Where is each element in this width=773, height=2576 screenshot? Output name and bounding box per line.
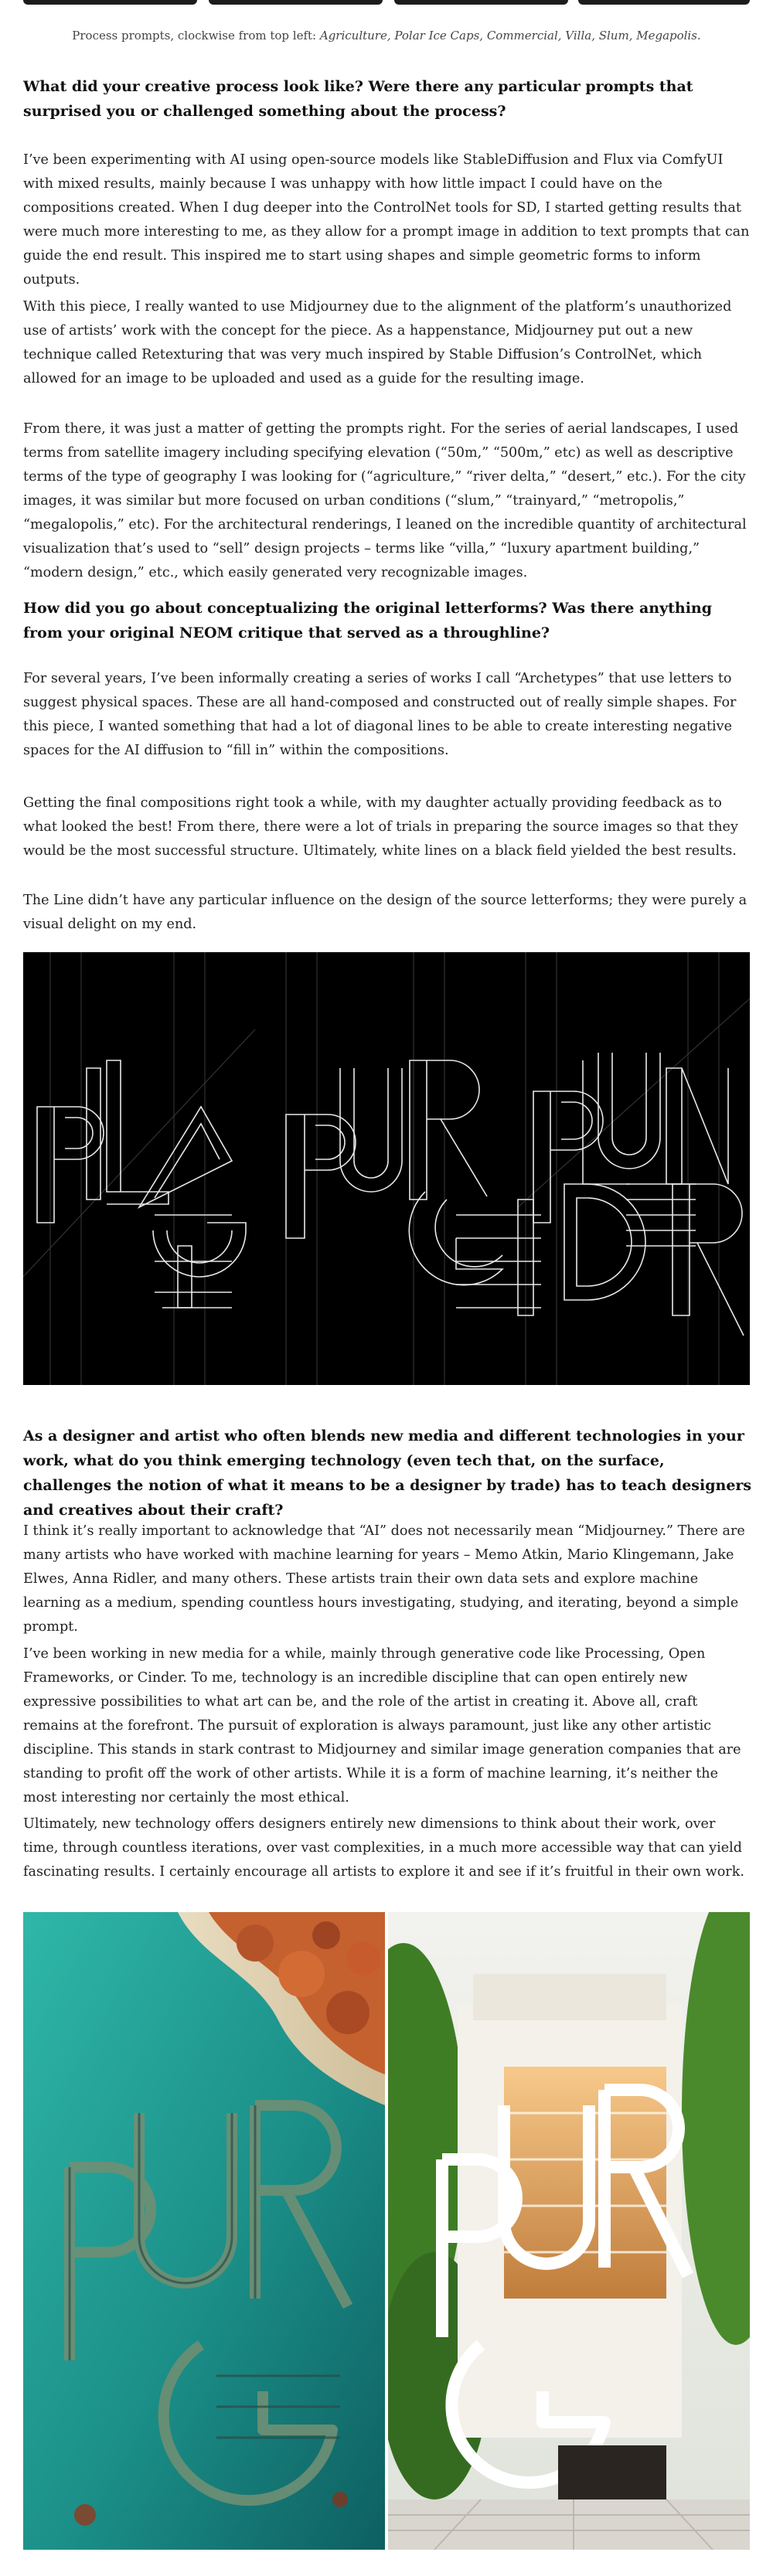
villa-purge-image	[388, 1912, 750, 2550]
image-caption	[23, 28, 750, 43]
villa-artwork	[388, 1912, 750, 2550]
question-heading: As a designer and artist who often blends new media and different technologies in your work, what do you think emerging technology (even tech that, on the surface, challenges the notion of what it means to be a designer by trade) has to teach designers and creatives about their craft?	[23, 1428, 752, 1519]
image-tile-edge	[578, 0, 750, 5]
letterforms-figure	[23, 952, 750, 1385]
image-tile-edge	[394, 0, 568, 5]
answer-paragraph: I’ve been working in new media for a while, mainly through generative code like Processing, Open Frameworks, or Cinder. To me, technology is an incredible discipline that can open entirely new expressive possibilities to what art can be, and the role of the artist in creating it. Above all, craft remains at the forefront. The pursuit of exploration is always paramount, just like any other artistic discipline. This stands in stark contrast to Midjourney and similar image generation companies that are standing to profit off the work of other artists. While it is a form of machine learning, it’s neither the most interesting nor certainly the most ethical.	[23, 1646, 741, 1805]
caption-prefix: Process prompts, clockwise from top left:	[72, 29, 320, 43]
question-heading: How did you go about conceptualizing the original letterforms? Was there anything from your original NEOM critique that served as a throughline?	[23, 600, 713, 641]
answer-paragraph: From there, it was just a matter of getting the prompts right. For the series of aerial landscapes, I used terms from satellite imagery including specifying elevation (“50m,” “500m,” etc) as well as descriptive terms of the type of geography I was looking for (“agriculture,” “river delta,” “desert,” etc.). For the city images, it was similar but more focused on urban conditions (“slum,” “trainyard,” “metropolis,” “megalopolis,” etc). For the architectural renderings, I leaned on the incredible quantity of architectural visualization that’s used to “sell” design projects – terms like “villa,” “luxury apartment building,” “modern design,” etc., which easily generated very recognizable images.	[23, 421, 747, 580]
image-tile-edge	[23, 0, 197, 5]
answer-paragraph: Getting the final compositions right took a while, with my daughter actually providing feedback as to what looked the best! From there, there were a lot of trials in preparing the source images so that they would be the most successful structure. Ultimately, white lines on a black field yielded the best results.	[23, 795, 738, 859]
previous-image-strip	[23, 0, 750, 5]
answer-paragraph: With this piece, I really wanted to use Midjourney due to the alignment of the platform’s unauthorized use of artists’ work with the concept for the piece. As a happenstance, Midjourney put out a new technique called Retexturing that was very much inspired by Stable Diffusion’s ControlNet, which allowed for an image to be uploaded and used as a guide for the resulting image.	[23, 299, 732, 386]
question-heading: What did your creative process look like? Were there any particular prompts that surprised you or challenged something about the process?	[23, 78, 693, 120]
image-tile-edge	[209, 0, 383, 5]
next-paragraph-cutoff	[23, 2563, 754, 2576]
lagoon-purge-image	[23, 1912, 385, 2550]
answer-paragraph: I’ve been experimenting with AI using open-source models like StableDiffusion and Flux via ComfyUI with mixed results, mainly because I was unhappy with how little impact I could have on the compositions created. When I dug deeper into the ControlNet tools for SD, I started getting results that were much more interesting to me, as they allow for a prompt image in addition to text prompts that can guide the end result. This inspired me to start using shapes and simple geometric forms to inform outputs.	[23, 152, 750, 288]
retexture-figure-pair	[23, 1912, 750, 2550]
caption-items: Agriculture, Polar Ice Caps, Commercial, Villa, Slum, Megapolis.	[319, 29, 701, 43]
letterforms-artwork	[23, 952, 750, 1385]
answer-paragraph: For several years, I’ve been informally creating a series of works I call “Archetypes” that use letters to suggest physical spaces. These are all hand-composed and constructed out of really simple shapes. For this piece, I wanted something that had a lot of diagonal lines to be able to create interesting negative spaces for the AI diffusion to “fill in” within the compositions.	[23, 671, 737, 758]
answer-paragraph: Ultimately, new technology offers designers entirely new dimensions to think about their work, over time, through countless iterations, over vast complexities, in a much more accessible way that can yield fascinating results. I certainly encourage all artists to explore it and see if it’s fruitful in their own work.	[23, 1816, 744, 1880]
lagoon-artwork	[23, 1912, 385, 2550]
answer-paragraph: I think it’s really important to acknowledge that “AI” does not necessarily mean “Midjourney.” There are many artists who have worked with machine learning for years – Memo Atkin, Mario Klingemann, Jake Elwes, Anna Ridler, and many others. These artists train their own data sets and explore machine learning as a medium, spending countless hours investigating, studying, and iterating, beyond a simple prompt.	[23, 1523, 745, 1635]
answer-paragraph: The Line didn’t have any particular influence on the design of the source letterforms; they were purely a visual delight on my end.	[23, 893, 747, 932]
